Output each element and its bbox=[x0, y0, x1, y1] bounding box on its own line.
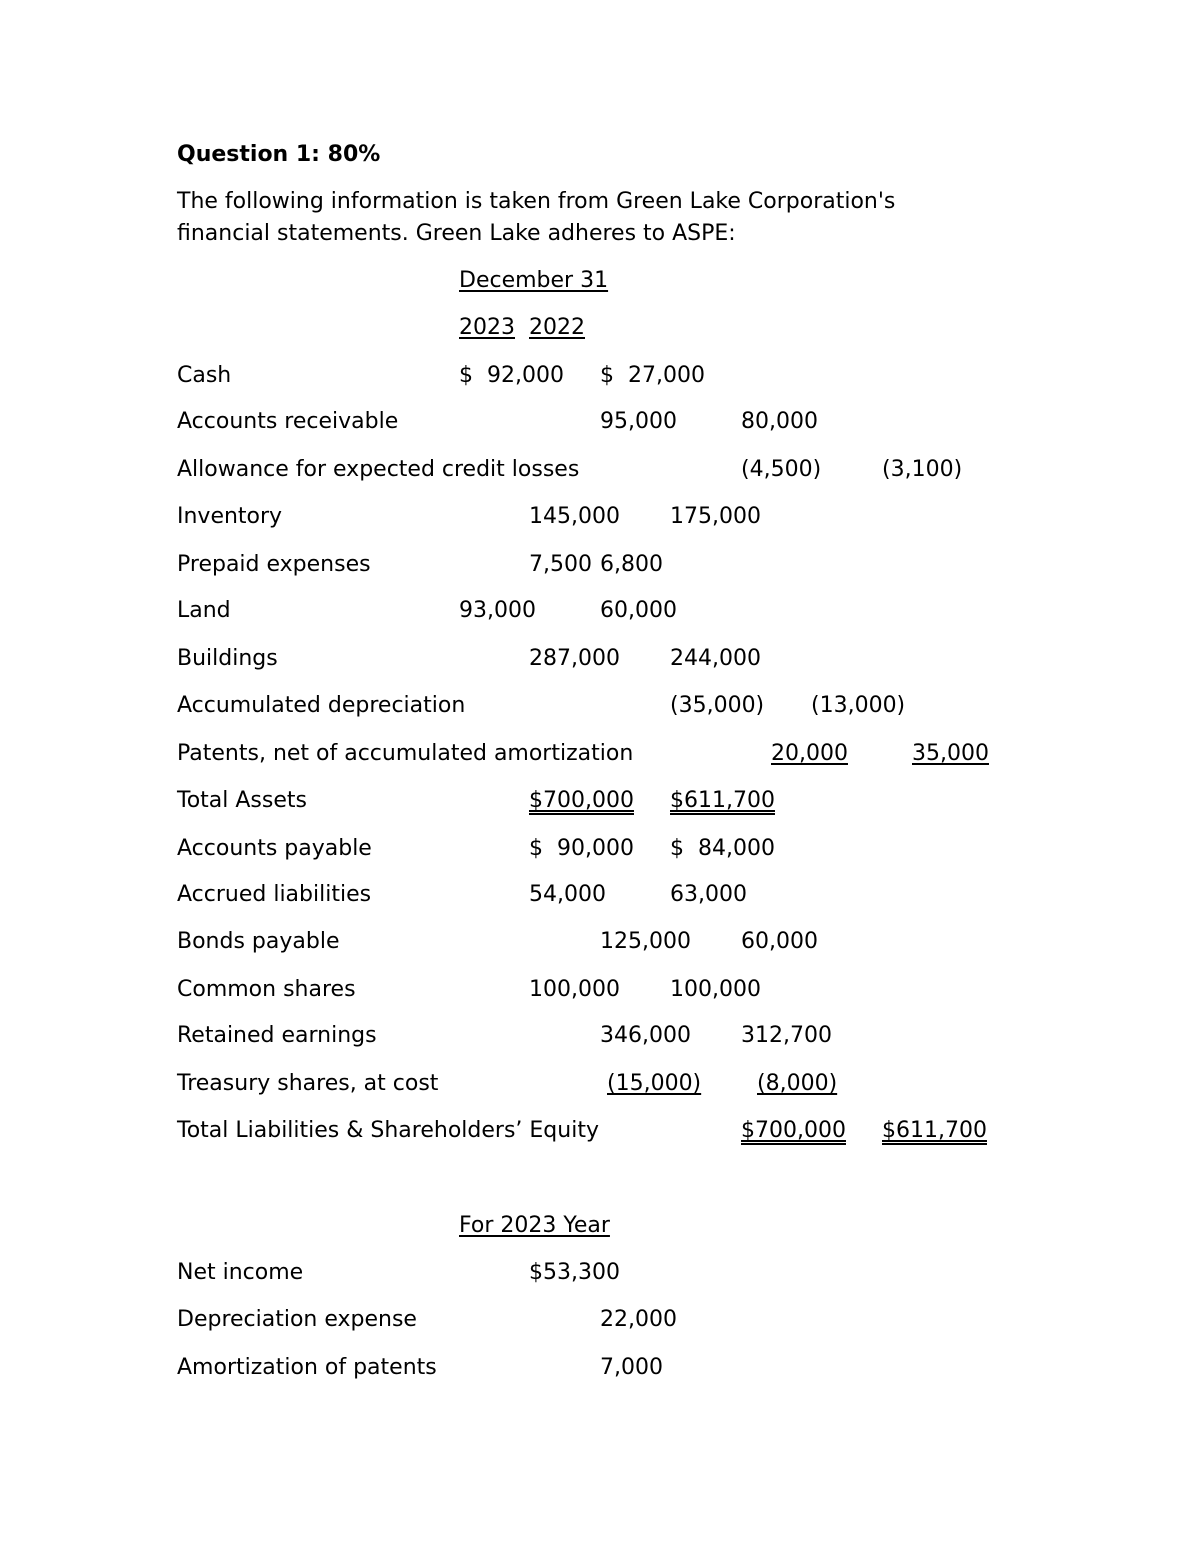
income-label: Net income bbox=[177, 1260, 304, 1285]
year-header: For 2023 Year bbox=[459, 1213, 610, 1238]
row-label: Buildings bbox=[177, 646, 278, 671]
row-value-2022: (13,000) bbox=[811, 693, 906, 718]
row-value-2022: $611,700 bbox=[670, 788, 775, 813]
row-value-2023: 100,000 bbox=[529, 977, 620, 1002]
intro-line-2: financial statements. Green Lake adheres to ASPE: bbox=[177, 221, 736, 246]
row-value-2022: $ 84,000 bbox=[670, 836, 775, 861]
row-label: Common shares bbox=[177, 977, 356, 1002]
year-2022-header: 2022 bbox=[529, 315, 585, 340]
row-value-2023: $700,000 bbox=[529, 788, 634, 813]
row-value-2023: 7,500 bbox=[529, 552, 592, 577]
row-value-2022: 60,000 bbox=[600, 598, 677, 623]
row-label: Patents, net of accumulated amortization bbox=[177, 741, 634, 766]
income-value: 7,000 bbox=[600, 1355, 663, 1380]
row-label: Total Liabilities & Shareholders’ Equity bbox=[177, 1118, 599, 1143]
row-value-2022-text: (8,000) bbox=[757, 1071, 838, 1096]
row-value-2022: 312,700 bbox=[741, 1023, 832, 1048]
row-value-2022: 244,000 bbox=[670, 646, 761, 671]
income-label: Amortization of patents bbox=[177, 1355, 437, 1380]
row-value-2022: $611,700 bbox=[882, 1118, 987, 1143]
income-value: $53,300 bbox=[529, 1260, 620, 1285]
row-value-2023: $ 90,000 bbox=[529, 836, 634, 861]
row-label: Land bbox=[177, 598, 231, 623]
income-value: 22,000 bbox=[600, 1307, 677, 1332]
row-label: Inventory bbox=[177, 504, 283, 529]
row-value-2023: 95,000 bbox=[600, 409, 677, 434]
row-label: Treasury shares, at cost bbox=[177, 1071, 439, 1096]
year-2023-header: 2023 bbox=[459, 315, 515, 340]
row-value-2023-text: (15,000) bbox=[607, 1071, 702, 1096]
row-value-2022: 100,000 bbox=[670, 977, 761, 1002]
row-label: Total Assets bbox=[177, 788, 307, 813]
row-value-2023: 93,000 bbox=[459, 598, 536, 623]
row-value-2023: 346,000 bbox=[600, 1023, 691, 1048]
row-label: Accounts receivable bbox=[177, 409, 399, 434]
row-label: Retained earnings bbox=[177, 1023, 377, 1048]
row-value-2023: (35,000) bbox=[670, 693, 765, 718]
row-value-2022: 175,000 bbox=[670, 504, 761, 529]
row-value-2022: 80,000 bbox=[741, 409, 818, 434]
row-value-2022 bbox=[741, 1071, 837, 1097]
row-label: Accumulated depreciation bbox=[177, 693, 466, 718]
row-label: Cash bbox=[177, 363, 232, 388]
row-label: Accrued liabilities bbox=[177, 882, 372, 907]
row-value-2023: $ 92,000 bbox=[459, 363, 564, 388]
row-value-2022: 6,800 bbox=[600, 552, 663, 577]
row-value-2023: 145,000 bbox=[529, 504, 620, 529]
row-value-2022: $ 27,000 bbox=[600, 363, 705, 388]
row-label: Allowance for expected credit losses bbox=[177, 457, 580, 482]
row-value-2023 bbox=[600, 1071, 701, 1097]
row-value-2023: 125,000 bbox=[600, 929, 691, 954]
intro-line-1: The following information is taken from Green Lake Corporation's bbox=[177, 189, 896, 214]
balance-header: December 31 bbox=[459, 268, 609, 293]
income-label: Depreciation expense bbox=[177, 1307, 417, 1332]
row-value-2023: (4,500) bbox=[741, 457, 822, 482]
row-value-2023: 287,000 bbox=[529, 646, 620, 671]
row-value-2023 bbox=[741, 741, 848, 767]
row-value-2023-text: 20,000 bbox=[771, 741, 848, 766]
row-value-2022-text: 35,000 bbox=[912, 741, 989, 766]
row-value-2022: (3,100) bbox=[882, 457, 963, 482]
row-value-2022: 60,000 bbox=[741, 929, 818, 954]
row-label: Prepaid expenses bbox=[177, 552, 371, 577]
row-label: Bonds payable bbox=[177, 929, 340, 954]
row-value-2022 bbox=[882, 741, 989, 767]
row-label: Accounts payable bbox=[177, 836, 372, 861]
row-value-2022: 63,000 bbox=[670, 882, 747, 907]
question-title: Question 1: 80% bbox=[177, 142, 381, 167]
row-value-2023: 54,000 bbox=[529, 882, 606, 907]
row-value-2023: $700,000 bbox=[741, 1118, 846, 1143]
